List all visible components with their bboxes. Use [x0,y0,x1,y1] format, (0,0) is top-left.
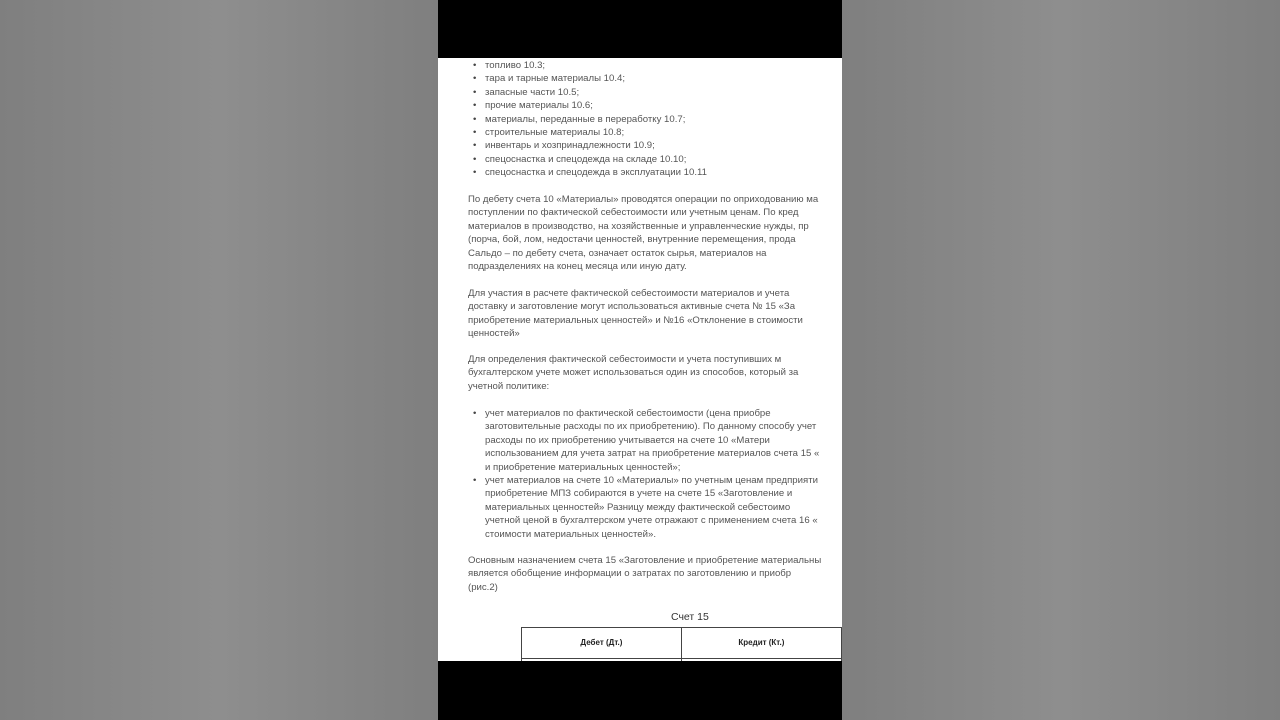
paragraph-account-15-purpose [468,554,842,594]
text-line: доставку и заготовление могут использоваться активные счета № 15 «За [468,301,796,313]
right-blurred-background [842,0,1280,720]
text-line: и приобретение материальных ценностей»; [485,461,681,473]
list-item: • топливо 10.3; [473,59,842,72]
video-frame [438,0,842,720]
text-line: учетной ценой в бухгалтерском учете отражают с применением счета 16 « [485,515,818,527]
text-line: (порча, бой, лом, недостачи ценностей, внутренние перемещения, прода [468,234,796,246]
text-line: расходы по их приобретению учитывается на счете 10 «Матери [485,434,770,446]
text-line: Сальдо – по дебету счета, означает остаток сырья, материалов на [468,247,767,259]
paragraph-active-accounts [468,287,842,341]
text-line: заготовительные расходы по их приобретению). По данному способу учет [485,421,817,433]
list-item [473,474,842,541]
text-line: приобретение материальных ценностей» и №16 «Отклонение в стоимости [468,314,803,326]
credit-header: Кредит (Кт.) [681,628,841,659]
text-line: стоимости материальных ценностей». [485,528,656,540]
list-item: • инвентарь и хозпринадлежности 10.9; [473,139,842,152]
subaccounts-list [473,59,842,180]
credit-cell [681,659,841,662]
text-line: ценностей» [468,328,520,340]
text-line: По дебету счета 10 «Материалы» проводятся операции по оприходованию ма [468,194,819,205]
debit-cell [522,659,682,662]
text-line: бухгалтерском учете может использоваться один из способов, который за [468,367,799,379]
list-item: • запасные части 10.5; [473,86,842,99]
document-page [438,58,842,661]
text-line: • учет материалов на счете 10 «Материалы» по учетным ценам предприяти [485,475,818,487]
text-line: Для определения фактической себестоимости и учета поступивших м [468,354,782,365]
text-line: материалов в производство, на хозяйственные и управленческие нужды, пр [468,220,809,232]
text-line: Основным назначением счета 15 «Заготовление и приобретение материальны [468,555,822,566]
table-caption: Счет 15 [671,611,709,623]
paragraph-methods-intro [468,353,842,393]
list-item: • строительные материалы 10.8; [473,126,842,139]
account-15-table [521,627,842,661]
text-line: использованием для учета затрат на приобретение материалов счета 15 « [485,448,820,460]
text-line: подразделениях на конец месяца или иную дату. [468,261,687,273]
text-line: учетной политике: [468,380,550,392]
list-item [473,407,842,474]
list-item: • материалы, переданные в переработку 10.7; [473,113,842,126]
text-line: является обобщение информации о затратах по заготовлению и приобр [468,568,792,580]
text-line: поступлении по фактической себестоимости или учетным ценам. По кред [468,207,799,219]
list-item: • спецоснастка и спецодежда на складе 10.10; [473,153,842,166]
left-blurred-background [0,0,438,720]
text-line: материальных ценностей» Разницу между фактической себестоимо [485,501,791,513]
text-line: Для участия в расчете фактической себестоимости материалов и учета [468,288,790,299]
methods-list [473,407,842,541]
list-item: • тара и тарные материалы 10.4; [473,72,842,85]
paragraph-debit-account-10 [468,193,842,273]
list-item: • прочие материалы 10.6; [473,99,842,112]
debit-header: Дебет (Дт.) [522,628,682,659]
text-line: (рис.2) [468,581,498,593]
text-line: • учет материалов по фактической себестоимости (цена приобре [485,408,771,419]
text-line: приобретение МПЗ собираются в учете на счете 15 «Заготовление и [485,488,793,500]
list-item: • спецоснастка и спецодежда в эксплуатации 10.11 [473,166,842,179]
